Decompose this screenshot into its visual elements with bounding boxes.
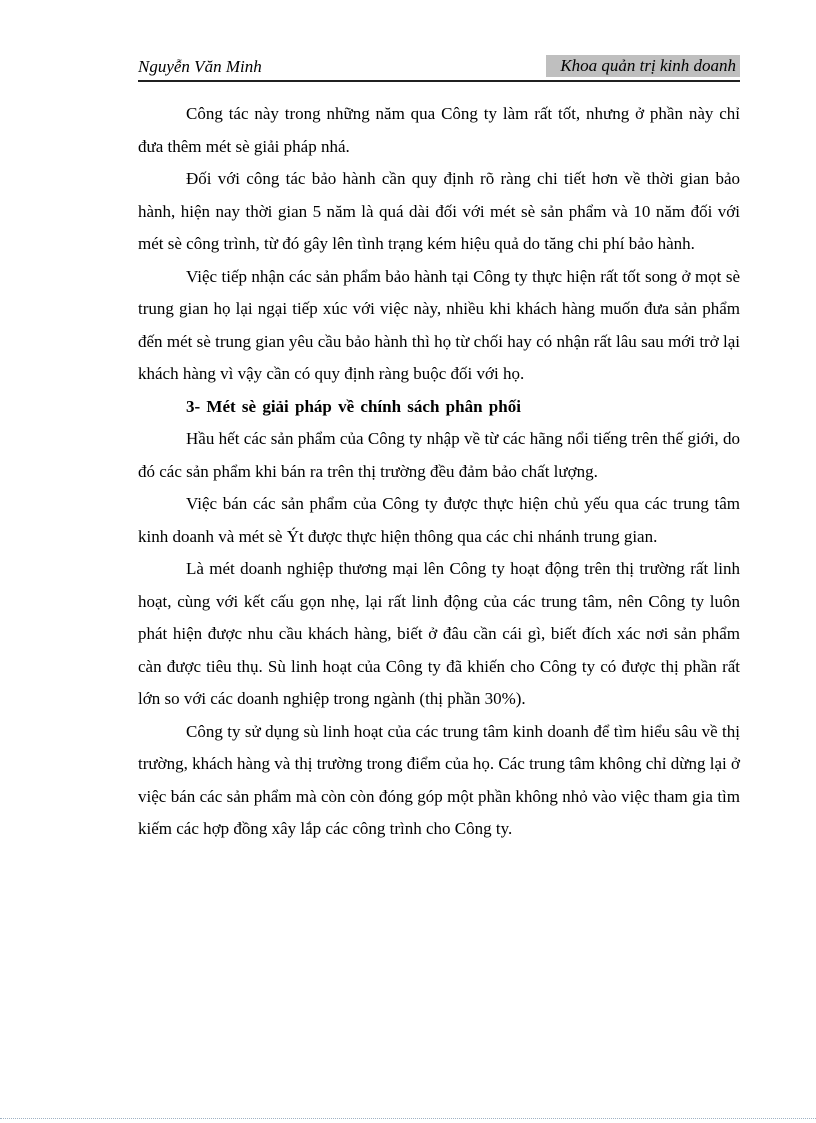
page-content (138, 55, 740, 846)
document-body (138, 98, 740, 846)
header-department-name: Khoa quản trị kinh doanh (546, 55, 740, 77)
paragraph-1: Công tác này trong những năm qua Công ty làm rất tốt, nhưng ở phần này chỉ đưa thêm mét sè giải pháp nhá. (138, 104, 740, 156)
page-bottom-guideline (0, 1118, 816, 1119)
paragraph-6: Là mét doanh nghiệp thương mại lên Công ty hoạt động trên thị trường rất linh hoạt, cùng với kết cấu gọn nhẹ, lại rất linh động của các trung tâm, nên Công ty luôn phát hiện được nhu cầu khách hàng, biết ở đâu cần cái gì, biết đích xác nơi sản phẩm càn được tiêu thụ. Sù linh hoạt của Công ty đã khiến cho Công ty có được thị phần rất lớn so với các doanh nghiệp trong ngành (thị phần 30%). (138, 559, 740, 708)
page-header (138, 55, 740, 82)
paragraph-5: Việc bán các sản phẩm của Công ty được thực hiện chủ yếu qua các trung tâm kinh doanh và mét sè Ýt được thực hiện thông qua các chi nhánh trung gian. (138, 494, 740, 546)
header-author-name: Nguyễn Văn Minh (138, 57, 262, 76)
paragraph-2: Đối với công tác bảo hành cần quy định rõ ràng chi tiết hơn về thời gian bảo hành, hiện nay thời gian 5 năm là quá dài đối với mét sè sản phẩm và 10 năm đối với mét sè công trình, từ đó gây lên tình trạng kém hiệu quả do tăng chi phí bảo hành. (138, 169, 740, 253)
section-heading-distribution-policy: 3- Mét sè giải pháp về chính sách phân phối (186, 396, 521, 416)
paragraph-3: Việc tiếp nhận các sản phẩm bảo hành tại Công ty thực hiện rất tốt song ở mọt sè trung gian họ lại ngại tiếp xúc với việc này, nhiều khi khách hàng muốn đưa sản phẩm đến mét sè trung gian yêu cầu bảo hành thì họ từ chối hay có nhận rất lâu sau mới trở lại khách hàng vì vậy cần có quy định ràng buộc đối với họ. (138, 266, 740, 383)
paragraph-4: Hầu hết các sản phẩm của Công ty nhập về từ các hãng nổi tiếng trên thế giới, do đó các sản phẩm khi bán ra trên thị trường đều đảm bảo chất lượng. (138, 429, 740, 481)
paragraph-7: Công ty sử dụng sù linh hoạt của các trung tâm kinh doanh để tìm hiểu sâu về thị trường, khách hàng và thị trường trong điểm của họ. Các trung tâm không chỉ dừng lại ở việc bán các sản phẩm mà còn còn đóng góp một phần không nhỏ vào việc tham gia tìm kiếm các hợp đồng xây lắp các công trình cho Công ty. (138, 721, 740, 838)
